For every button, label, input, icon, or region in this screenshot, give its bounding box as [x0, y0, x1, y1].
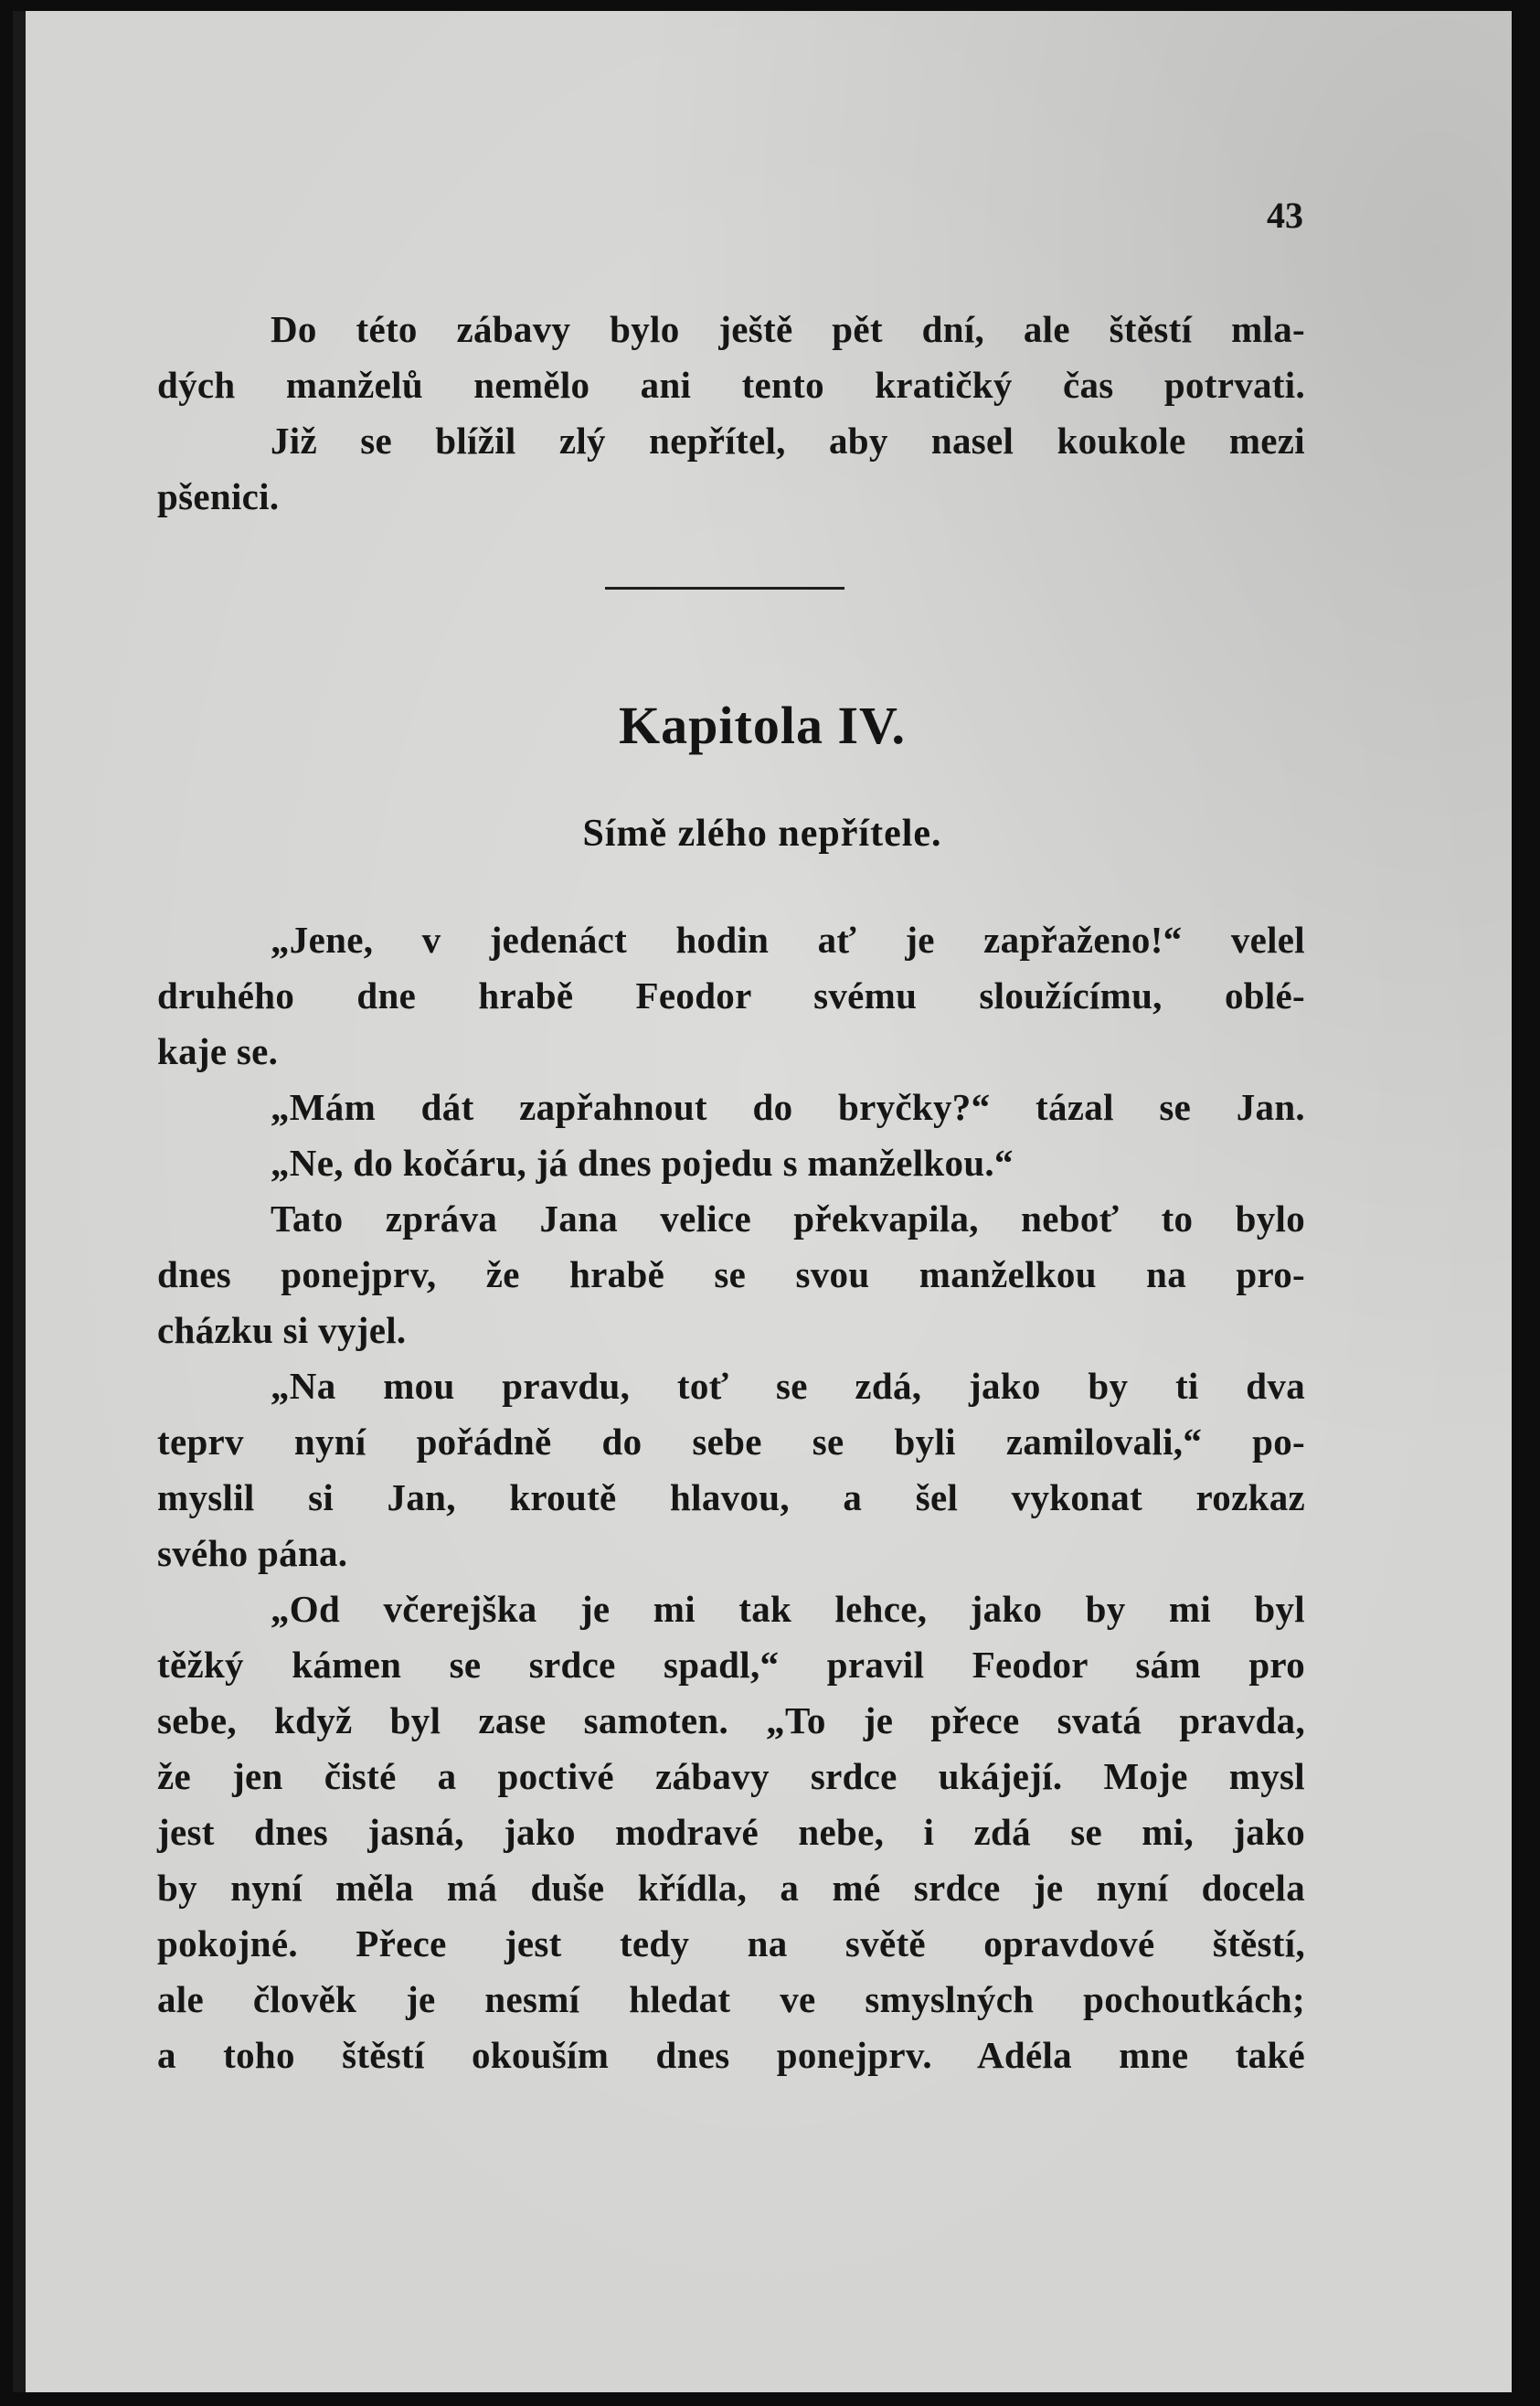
- text-line: Tato zpráva Jana velice překvapila, neboť to bylo: [271, 1198, 1305, 1240]
- text-line: „Ne, do kočáru, já dnes pojedu s manželkou.“: [271, 1142, 1014, 1184]
- text-line: Již se blížil zlý nepřítel, aby nasel koukole mezi: [271, 420, 1305, 462]
- page-binding-edge: [13, 11, 26, 2392]
- text-line: těžký kámen se srdce spadl,“ pravil Feodor sám pro: [157, 1644, 1305, 1686]
- text-line: a toho štěstí okouším dnes ponejprv. Adéla mne také: [157, 2034, 1305, 2076]
- text-line: cházku si vyjel.: [157, 1309, 407, 1351]
- chapter-subtitle: Símě zlého nepřítele.: [582, 813, 942, 855]
- text-line: dých manželů nemělo ani tento kratičký čas potrvati.: [157, 364, 1305, 406]
- chapter-body-text: [157, 912, 1305, 2083]
- text-line: „Od včerejška je mi tak lehce, jako by mi byl: [271, 1588, 1305, 1630]
- text-line: jest dnes jasná, jako modravé nebe, i zdá se mi, jako: [157, 1811, 1305, 1853]
- opening-paragraph: [157, 302, 1305, 525]
- text-line: myslil si Jan, kroutě hlavou, a šel vykonat rozkaz: [157, 1476, 1305, 1518]
- text-line: sebe, když byl zase samoten. „To je přece svatá pravda,: [157, 1699, 1305, 1741]
- text-line: svého pána.: [157, 1532, 348, 1574]
- section-divider: [605, 587, 844, 590]
- text-line: Do této zábavy bylo ještě pět dní, ale štěstí mla-: [271, 308, 1305, 350]
- text-line: by nyní měla má duše křídla, a mé srdce je nyní docela: [157, 1867, 1305, 1909]
- text-line: „Jene, v jedenáct hodin ať je zapřaženo!“ velel: [271, 919, 1305, 961]
- text-line: pokojné. Přece jest tedy na světě opravdové štěstí,: [157, 1922, 1305, 1964]
- text-line: „Na mou pravdu, toť se zdá, jako by ti dva: [271, 1365, 1305, 1407]
- text-line: že jen čisté a poctivé zábavy srdce ukájejí. Moje mysl: [157, 1755, 1305, 1797]
- book-page: [13, 11, 1512, 2392]
- text-line: pšenici.: [157, 475, 280, 517]
- text-line: ale člověk je nesmí hledat ve smyslných pochoutkách;: [157, 1978, 1305, 2020]
- page-number: 43: [1267, 195, 1303, 236]
- chapter-title: Kapitola IV.: [619, 696, 906, 755]
- text-line: teprv nyní pořádně do sebe se byli zamilovali,“ po-: [157, 1421, 1305, 1463]
- text-line: dnes ponejprv, že hrabě se svou manželkou na pro-: [157, 1253, 1305, 1295]
- text-line: kaje se.: [157, 1030, 279, 1072]
- text-line: druhého dne hrabě Feodor svému sloužícímu, oblé-: [157, 974, 1305, 1017]
- text-line: „Mám dát zapřahnout do bryčky?“ tázal se Jan.: [271, 1086, 1305, 1128]
